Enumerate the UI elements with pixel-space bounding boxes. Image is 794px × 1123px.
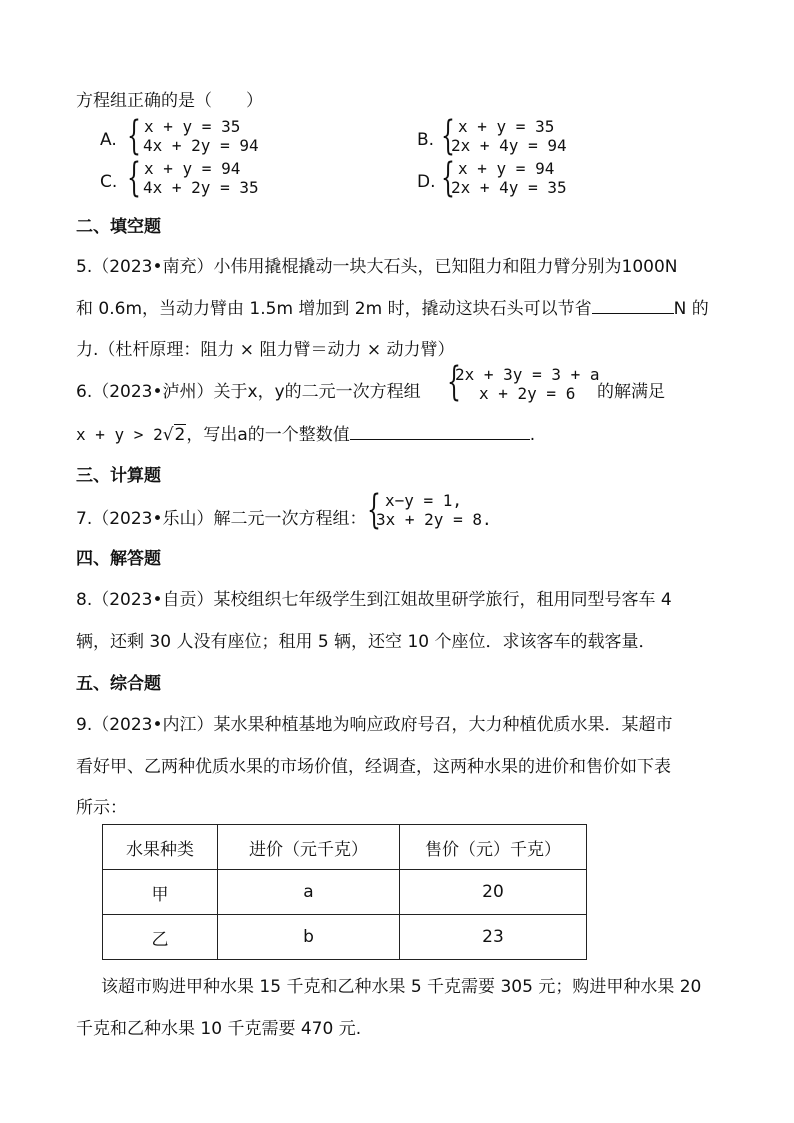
q7-text: 7.（2023•乐山）解二元一次方程组： xyxy=(76,509,367,529)
equation-line-2: 4x + 2y = 94 xyxy=(143,136,259,155)
sqrt-symbol xyxy=(163,425,187,445)
equation-line-2: 4x + 2y = 35 xyxy=(143,178,259,197)
radical-sign-icon: √ xyxy=(162,425,174,445)
equation-line-1: x + y = 35 xyxy=(458,117,555,136)
equation-line-2: 2x + 4y = 35 xyxy=(451,178,567,197)
option-label: C. xyxy=(100,172,118,192)
left-brace-icon: { xyxy=(441,113,455,159)
table-cell: 20 xyxy=(400,870,587,915)
option-label: D. xyxy=(417,172,436,192)
q5-line-2-text: 和 0.6m，当动力臂由 1.5m 增加到 2m 时，撬动这块石头可以节省 xyxy=(76,299,592,319)
q7-system xyxy=(376,491,492,529)
q6-line-1-end: 的解满足 xyxy=(597,382,665,402)
equation-line-1: x + y = 35 xyxy=(144,117,241,136)
q9-line-1: 9.（2023•内江）某水果种植基地为响应政府号召，大力种植优质水果．某超市 xyxy=(76,715,673,735)
q5-line-2-end: N 的 xyxy=(673,299,709,319)
left-brace-icon: { xyxy=(447,359,461,405)
table-cell: b xyxy=(218,915,400,960)
table-header-cell: 进价（元千克） xyxy=(218,825,400,870)
q9-after-line-1: 该超市购进甲种水果 15 千克和乙种水果 5 千克需要 305 元；购进甲种水果 20 xyxy=(101,977,702,997)
left-brace-icon: { xyxy=(441,155,455,201)
table-header-cell: 售价（元）千克） xyxy=(400,825,587,870)
section-heading-calculation: 三、计算题 xyxy=(76,466,161,486)
equation-line-1: x−y = 1, xyxy=(385,491,463,510)
option-label: B. xyxy=(417,130,435,150)
q6-line-1-start: 6.（2023•泸州）关于x，y的二元一次方程组 xyxy=(76,382,421,402)
equation-line-2: 2x + 4y = 94 xyxy=(451,136,567,155)
q6-line-2 xyxy=(76,420,535,445)
left-brace-icon: { xyxy=(127,113,141,159)
q6-line-2-end: . xyxy=(529,425,536,445)
table-cell: 乙 xyxy=(103,915,218,960)
system-equations xyxy=(451,159,567,197)
table-row xyxy=(103,915,587,960)
section-heading-fill-in: 二、填空题 xyxy=(76,217,161,237)
table-cell: 甲 xyxy=(103,870,218,915)
q4-stem-tail: 方程组正确的是（ ） xyxy=(76,91,263,111)
q6-answer-blank[interactable] xyxy=(350,421,530,440)
equation-line-2: 3x + 2y = 8. xyxy=(376,510,492,529)
q5-line-3: 力.（杜杆原理：阻力 × 阻力臂＝动力 × 动力臂） xyxy=(76,340,455,360)
q8-line-1: 8.（2023•自贡）某校组织七年级学生到江姐故里研学旅行，租用同型号客车 4 xyxy=(76,590,672,610)
section-heading-comprehensive: 五、综合题 xyxy=(76,674,161,694)
q5-line-1: 5.（2023•南充）小伟用撬棍撬动一块大石头，已知阻力和阻力臂分别为1000N xyxy=(76,257,678,277)
equation-line-1: x + y = 94 xyxy=(458,159,555,178)
q5-line-2 xyxy=(76,294,709,319)
q9-line-2: 看好甲、乙两种优质水果的市场价值，经调查，这两种水果的进价和售价如下表 xyxy=(76,757,671,777)
q6-system xyxy=(455,365,600,403)
q9-line-3: 所示： xyxy=(76,798,127,818)
q6-inequality: x + y > 2 xyxy=(76,425,163,444)
system-equations xyxy=(451,117,567,155)
left-brace-icon: { xyxy=(127,155,141,201)
q5-answer-blank[interactable] xyxy=(592,295,674,314)
equation-line-1: x + y = 94 xyxy=(144,159,241,178)
system-equations xyxy=(143,117,259,155)
equation-line-2: x + 2y = 6 xyxy=(479,384,576,403)
q8-line-2: 辆，还剩 30 人没有座位；租用 5 辆，还空 10 个座位．求该客车的载客量． xyxy=(76,632,656,652)
left-brace-icon: { xyxy=(367,487,381,533)
price-table xyxy=(102,824,587,960)
system-equations xyxy=(143,159,259,197)
table-header-cell: 水果种类 xyxy=(103,825,218,870)
equation-line-1: 2x + 3y = 3 + a xyxy=(455,365,600,384)
table-cell: 23 xyxy=(400,915,587,960)
q6-line-2-text: ，写出a的一个整数值 xyxy=(186,425,350,445)
option-label: A. xyxy=(100,130,117,150)
table-header-row xyxy=(103,825,587,870)
section-heading-answer: 四、解答题 xyxy=(76,549,161,569)
table-row xyxy=(103,870,587,915)
sqrt-argument: 2 xyxy=(174,425,186,445)
q9-after-line-2: 千克和乙种水果 10 千克需要 470 元. xyxy=(76,1019,362,1039)
table-cell: a xyxy=(218,870,400,915)
